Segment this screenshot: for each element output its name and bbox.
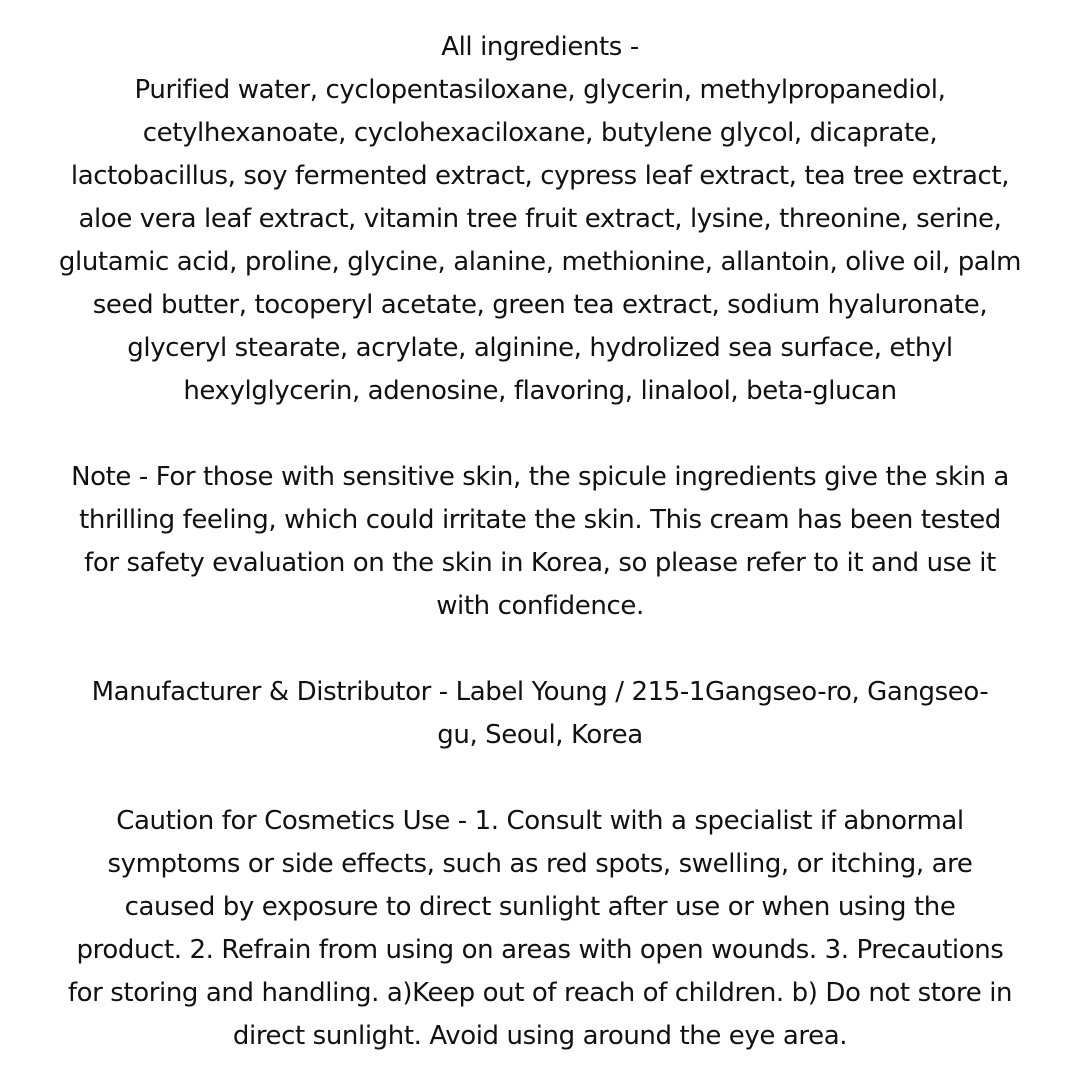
note-line: for safety evaluation on the skin in Korea, so please refer to it and use it xyxy=(84,548,996,578)
ingredients-line: lactobacillus, soy fermented extract, cypress leaf extract, tea tree extract, xyxy=(70,161,1010,191)
caution-line: direct sunlight. Avoid using around the eye area. xyxy=(232,1021,848,1051)
ingredients-line: hexylglycerin, adenosine, flavoring, linalool, beta-glucan xyxy=(183,376,897,406)
caution-line: Caution for Cosmetics Use - 1. Consult with a specialist if abnormal xyxy=(116,806,964,836)
ingredients-line: cetylhexanoate, cyclohexaciloxane, butylene glycol, dicaprate, xyxy=(142,118,938,148)
ingredients-section xyxy=(28,26,1052,413)
note-line: with confidence. xyxy=(436,591,644,621)
manufacturer-line: gu, Seoul, Korea xyxy=(437,720,643,750)
caution-line: symptoms or side effects, such as red spots, swelling, or itching, are xyxy=(107,849,973,879)
ingredients-line: aloe vera leaf extract, vitamin tree fruit extract, lysine, threonine, serine, xyxy=(78,204,1002,234)
manufacturer-section xyxy=(28,671,1052,757)
ingredients-line: glyceryl stearate, acrylate, alginine, hydrolized sea surface, ethyl xyxy=(127,333,953,363)
note-line: Note - For those with sensitive skin, the spicule ingredients give the skin a xyxy=(71,462,1009,492)
caution-section xyxy=(28,800,1052,1058)
ingredients-line: seed butter, tocoperyl acetate, green tea extract, sodium hyaluronate, xyxy=(92,290,988,320)
caution-line: for storing and handling. a)Keep out of reach of children. b) Do not store in xyxy=(67,978,1013,1008)
ingredients-heading: All ingredients - xyxy=(441,32,639,62)
note-line: thrilling feeling, which could irritate the skin. This cream has been tested xyxy=(79,505,1001,535)
caution-line: product. 2. Refrain from using on areas with open wounds. 3. Precautions xyxy=(76,935,1004,965)
caution-line: caused by exposure to direct sunlight after use or when using the xyxy=(124,892,956,922)
ingredients-line: glutamic acid, proline, glycine, alanine, methionine, allantoin, olive oil, palm xyxy=(58,247,1022,277)
manufacturer-line: Manufacturer & Distributor - Label Young / 215-1Gangseo-ro, Gangseo- xyxy=(91,677,989,707)
product-info-page xyxy=(28,26,1052,1058)
ingredients-line: Purified water, cyclopentasiloxane, glycerin, methylpropanediol, xyxy=(134,75,946,105)
note-section xyxy=(28,456,1052,628)
